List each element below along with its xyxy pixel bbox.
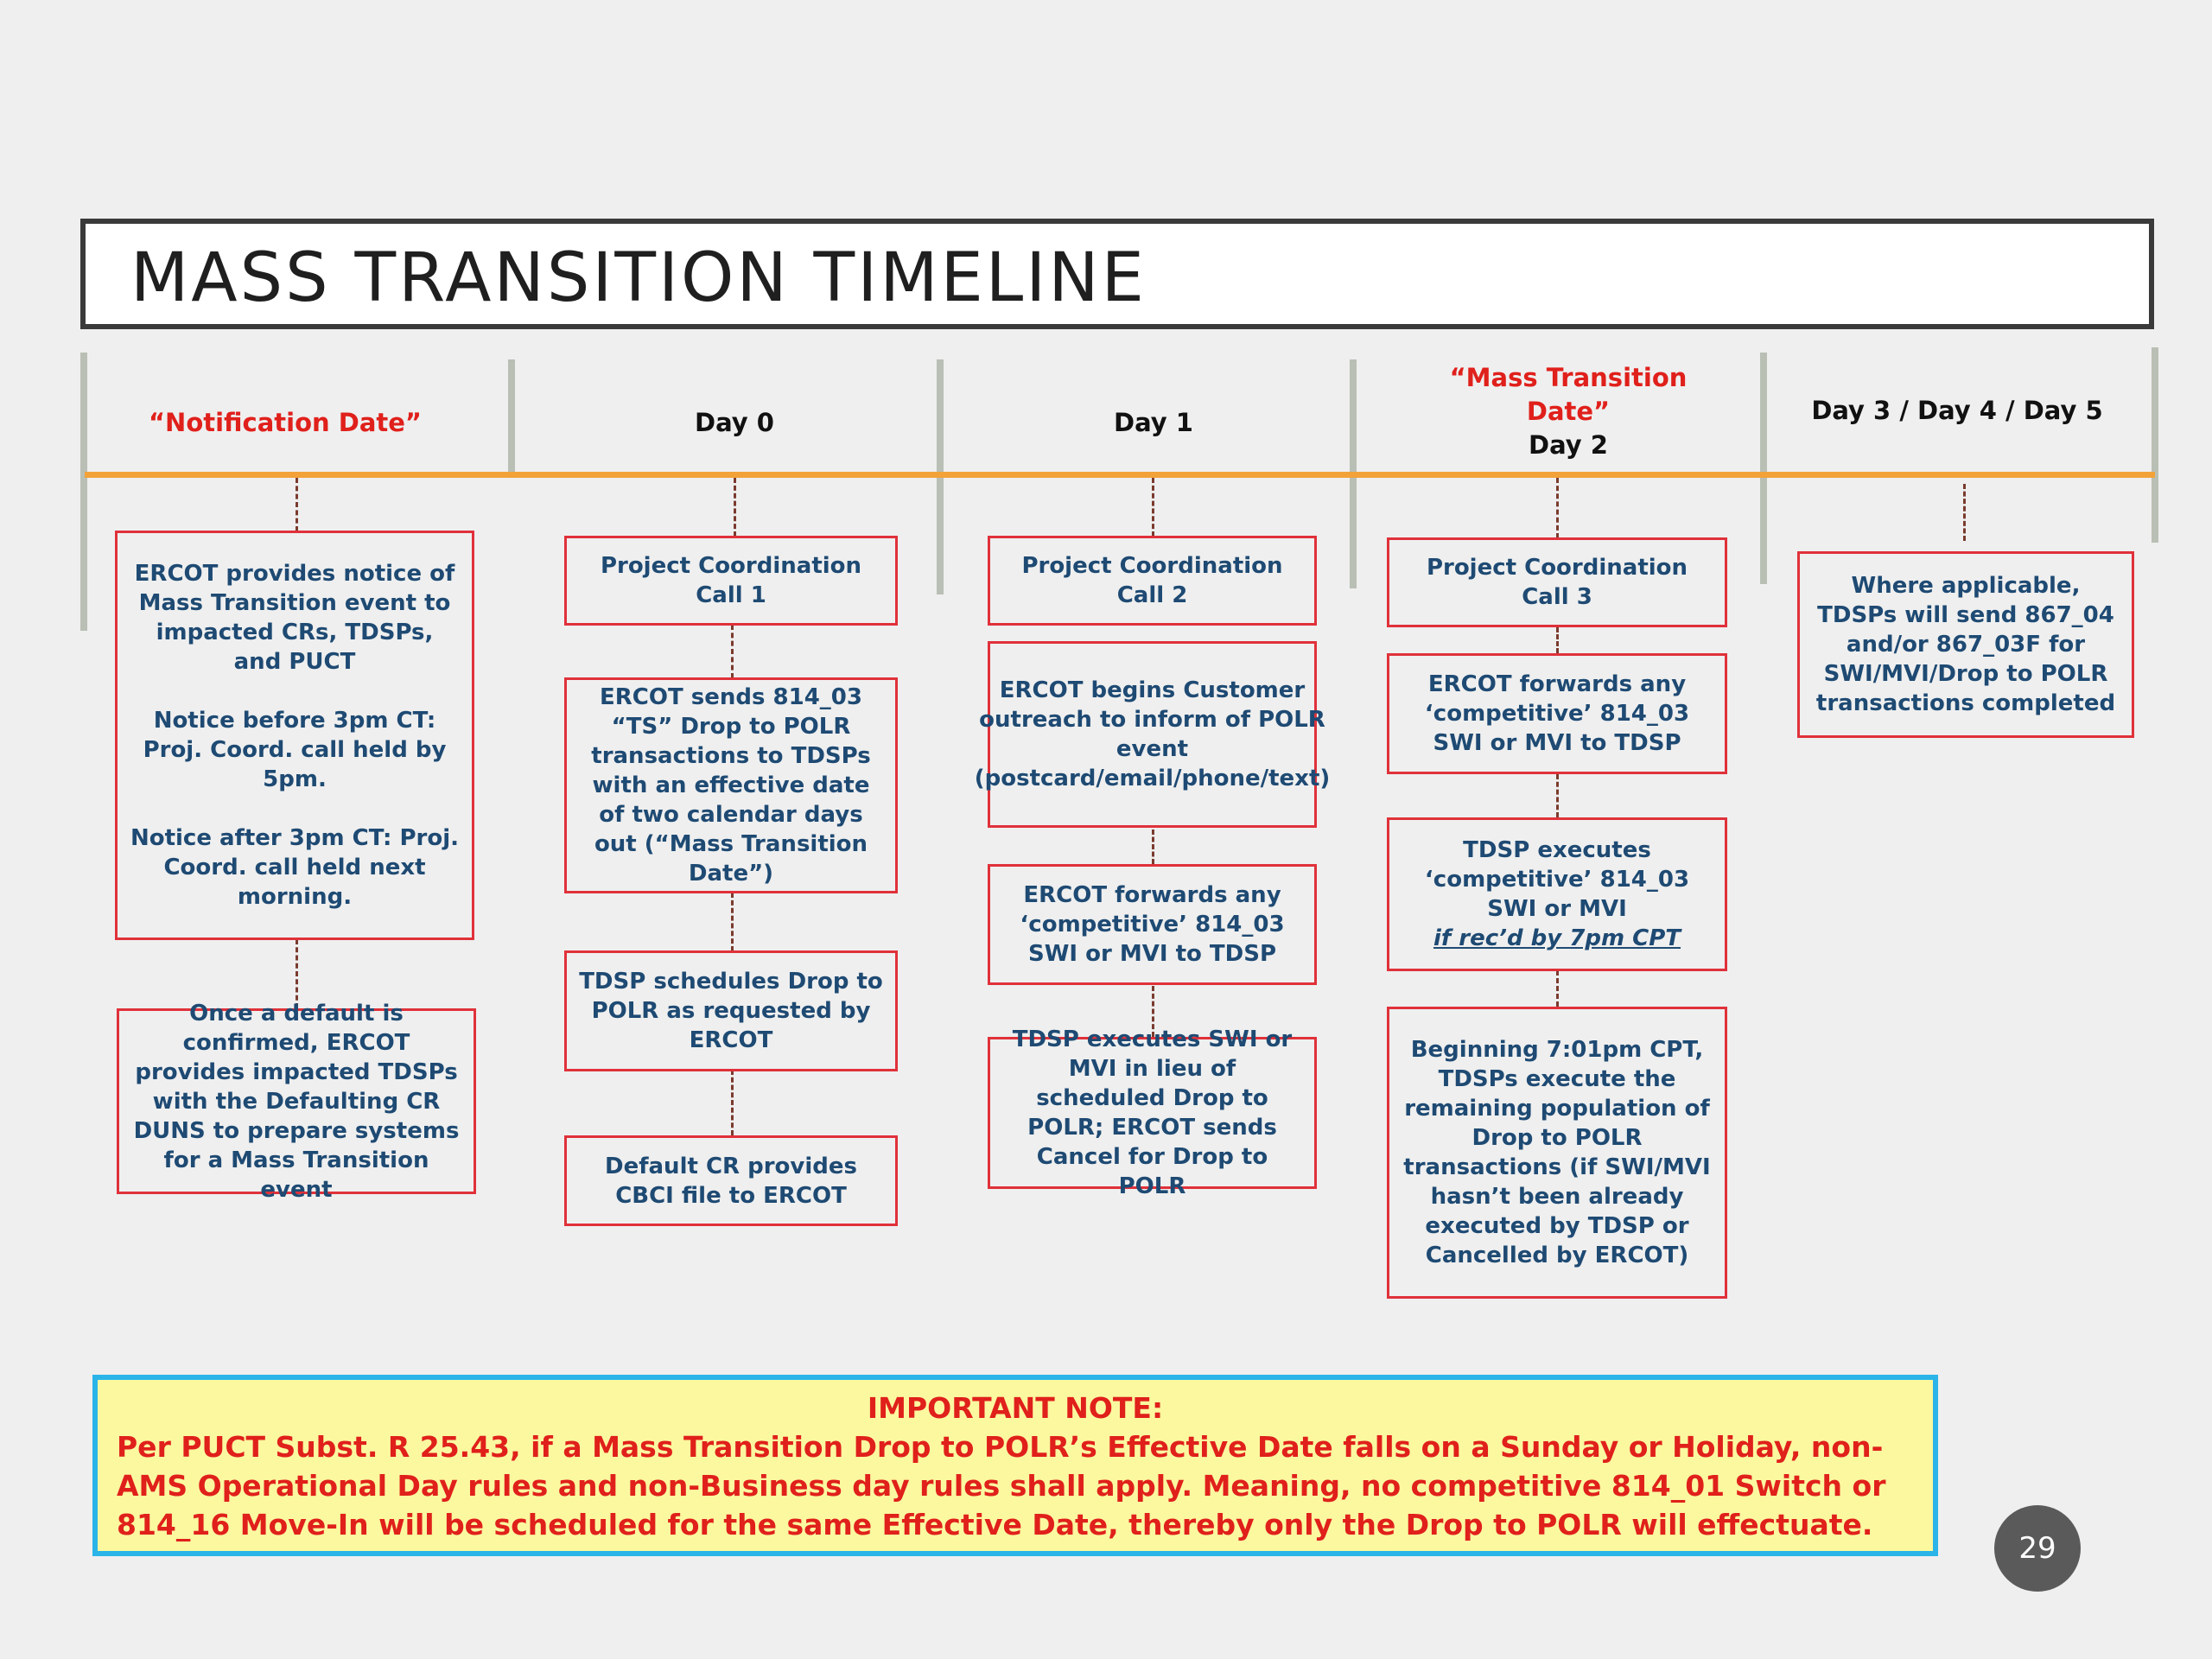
box-forwards-competitive-day1: ERCOT forwards any ‘competitive’ 814_03 SWI or MVI to TDSP <box>988 864 1317 985</box>
box-ercot-notice: ERCOT provides notice of Mass Transition event to impacted CRs, TDSPs, and PUCT Notice before 3pm CT: Proj. Coord. call held by 5pm. Notice after 3pm CT: Proj. Coord. call held next morning. <box>115 531 474 940</box>
box-tdsp-executes-swi: TDSP executes SWI or MVI in lieu of scheduled Drop to POLR; ERCOT sends Cancel for Drop to POLR <box>988 1037 1317 1189</box>
deadline-note: if rec’d by 7pm CPT <box>1433 925 1681 951</box>
box-forwards-competitive-day2: ERCOT forwards any ‘competitive’ 814_03 SWI or MVI to TDSP <box>1387 653 1727 774</box>
divider-1 <box>508 359 515 474</box>
connector-c3-top <box>1556 478 1559 538</box>
page-number: 29 <box>1994 1505 2081 1592</box>
connector-c2-top <box>1152 478 1154 537</box>
box-tdsps-send-867: Where applicable, TDSPs will send 867_04 and/or 867_03F for SWI/MVI/Drop to POLR transactions completed <box>1797 551 2134 738</box>
page-title: MASS TRANSITION TIMELINE <box>130 239 1147 317</box>
box-customer-outreach: ERCOT begins Customer outreach to inform of POLR event (postcard/email/phone/text) <box>988 641 1317 828</box>
box-tdsp-executes-competitive: TDSP executes ‘competitive’ 814_03 SWI or MVI if rec’d by 7pm CPT <box>1387 817 1727 971</box>
connector-c4-top <box>1963 484 1966 541</box>
connector-c1-3 <box>731 1070 734 1135</box>
header-day-3-5: Day 3 / Day 4 / Day 5 <box>1811 396 2103 425</box>
box-default-cr-cbci: Default CR provides CBCI file to ERCOT <box>564 1135 898 1226</box>
connector-c2-1 <box>1152 830 1154 864</box>
timeline-line <box>85 472 2155 478</box>
connector-c1-2 <box>731 893 734 951</box>
box-project-call-3: Project Coordination Call 3 <box>1387 537 1727 627</box>
important-note-title: IMPORTANT NOTE: <box>867 1391 1164 1425</box>
header-day-0: Day 0 <box>695 408 774 437</box>
divider-0 <box>80 353 87 631</box>
title-box <box>80 219 2154 329</box>
header-day-2: “Mass Transition Date” Day 2 <box>1449 363 1688 460</box>
connector-c1-1 <box>731 625 734 678</box>
header-notification-date: “Notification Date” <box>148 408 422 437</box>
box-tdsp-schedules: TDSP schedules Drop to POLR as requested by ERCOT <box>564 950 898 1071</box>
box-default-confirmed: Once a default is confirmed, ERCOT provides impacted TDSPs with the Defaulting CR DUNS to prepare systems for a Mass Transition event <box>117 1008 476 1194</box>
connector-c0-top <box>296 478 298 531</box>
box-remaining-drop-to-polr: Beginning 7:01pm CPT, TDSPs execute the remaining population of Drop to POLR transactions (if SWI/MVI hasn’t been already executed by TDSP or Cancelled by ERCOT) <box>1387 1007 1727 1299</box>
important-note <box>92 1375 1938 1556</box>
connector-c1-top <box>734 478 736 537</box>
box-project-call-1: Project Coordination Call 1 <box>564 536 898 626</box>
box-ercot-sends-814: ERCOT sends 814_03 “TS” Drop to POLR transactions to TDSPs with an effective date of two calendar days out (“Mass Transition Date”) <box>564 677 898 893</box>
header-day-1: Day 1 <box>1114 408 1193 437</box>
connector-c3-1 <box>1556 627 1559 653</box>
box-project-call-2: Project Coordination Call 2 <box>988 536 1317 626</box>
divider-4 <box>1760 353 1767 584</box>
divider-5 <box>2152 347 2158 543</box>
important-note-text: Per PUCT Subst. R 25.43, if a Mass Transition Drop to POLR’s Effective Date falls on a Sunday or Holiday, non-AMS Operational Day rules and non-Business day rules shall apply. Meaning, no competitive 814_01 Switch or 814_16 Move-In will be scheduled for the same Effective Date, thereby only the Drop to POLR will effectuate. <box>117 1430 1886 1541</box>
